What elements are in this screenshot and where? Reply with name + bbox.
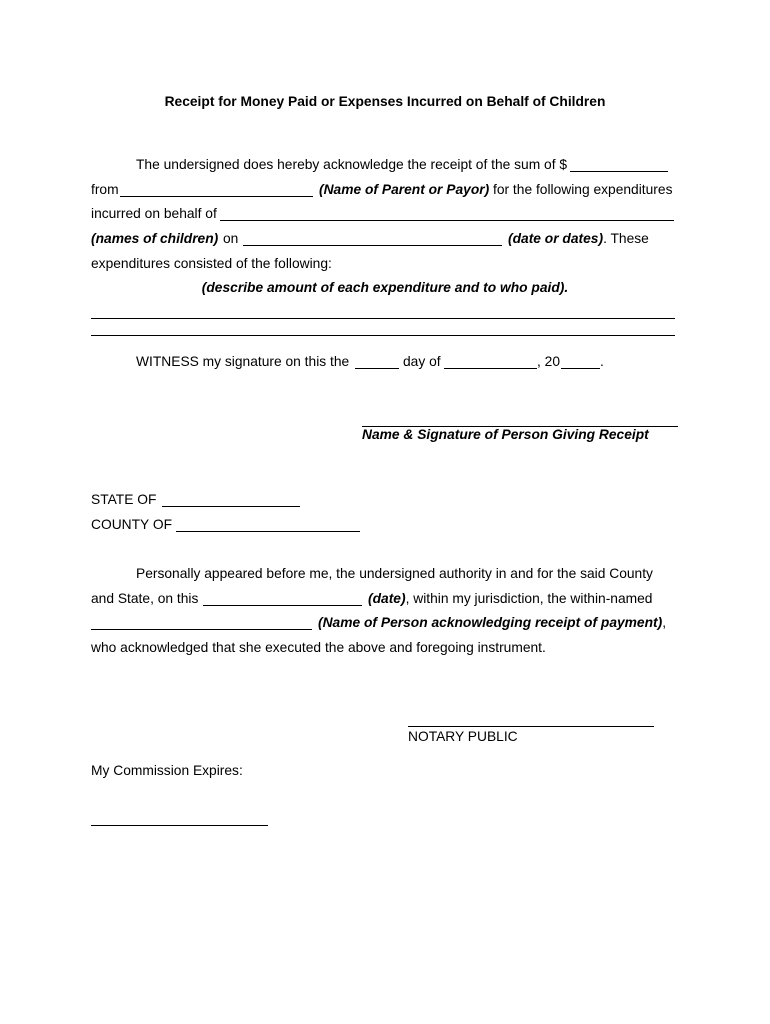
expenditures-text: for the following expenditures <box>493 182 673 197</box>
receipt-line-6 <box>0 280 770 296</box>
acknowledgment-line-4 <box>0 640 770 656</box>
dates-field[interactable] <box>243 231 502 246</box>
state-field[interactable] <box>162 492 300 507</box>
commission-expires-field[interactable] <box>91 825 268 826</box>
dates-group <box>508 231 649 247</box>
children-names-field[interactable] <box>220 206 674 221</box>
acknowledgment-line-2 <box>0 591 770 607</box>
children-names-hint: (names of children) <box>91 231 219 246</box>
commission-expires-label: My Commission Expires: <box>91 763 243 778</box>
state-row <box>0 492 770 508</box>
acknowledgment-line-3 <box>0 615 770 631</box>
commission-row <box>0 763 770 779</box>
acknowledging-person-group <box>318 615 666 631</box>
witness-year-field[interactable] <box>561 354 600 369</box>
document-title: Receipt for Money Paid or Expenses Incurred on Behalf of Children <box>164 94 606 109</box>
county-field[interactable] <box>176 517 360 532</box>
witness-day-field[interactable] <box>355 354 399 369</box>
state-on-text: and State, on this <box>91 591 199 606</box>
amount-field[interactable] <box>570 157 668 172</box>
from-text: from <box>91 182 119 197</box>
acknowledgment-line-1 <box>0 566 770 582</box>
these-text: . These <box>603 231 649 246</box>
notary-row <box>0 729 770 745</box>
witness-intro-text: WITNESS my signature on this the <box>136 354 350 369</box>
title-row <box>0 94 770 110</box>
on-text: on <box>223 231 239 246</box>
notary-signature-field[interactable] <box>408 726 654 727</box>
describe-hint: (describe amount of each expenditure and to who paid). <box>201 280 569 295</box>
acknowledging-person-field[interactable] <box>91 615 312 630</box>
year-prefix-text: , 20 <box>537 354 561 369</box>
receipt-line-2 <box>0 182 770 198</box>
state-label: STATE OF <box>91 492 157 507</box>
expenditure-line-2-field[interactable] <box>91 335 675 336</box>
acknowledgment-date-group <box>368 591 652 607</box>
county-row <box>0 517 770 533</box>
county-label: COUNTY OF <box>91 517 172 532</box>
acknowledgment-closing-text: who acknowledged that she executed the above and foregoing instrument. <box>91 640 546 655</box>
acknowledgment-intro-text: Personally appeared before me, the undersigned authority in and for the said County <box>136 566 653 581</box>
dates-hint: (date or dates) <box>508 231 604 246</box>
acknowledging-person-comma: , <box>662 615 667 630</box>
day-of-text: day of <box>403 354 441 369</box>
behalf-text: incurred on behalf of <box>91 206 217 221</box>
witness-month-field[interactable] <box>444 354 537 369</box>
giver-signature-label: Name & Signature of Person Giving Receipt <box>362 427 649 442</box>
consisted-text: expenditures consisted of the following: <box>91 256 332 271</box>
receipt-line-1 <box>0 157 770 173</box>
payor-name-field[interactable] <box>120 182 313 197</box>
expenditure-line-1-field[interactable] <box>91 318 675 319</box>
jurisdiction-text: , within my jurisdiction, the within-named <box>405 591 653 606</box>
receipt-intro-text: The undersigned does hereby acknowledge the receipt of the sum of $ <box>136 157 568 172</box>
receipt-line-5 <box>0 256 770 272</box>
receipt-line-4 <box>0 231 770 247</box>
acknowledgment-date-field[interactable] <box>203 591 362 606</box>
payor-name-hint: (Name of Parent or Payor) <box>319 182 490 197</box>
notary-public-label: NOTARY PUBLIC <box>408 729 518 744</box>
receipt-line-3 <box>0 206 770 222</box>
witness-line <box>0 354 770 370</box>
acknowledging-person-hint: (Name of Person acknowledging receipt of payment) <box>318 615 663 630</box>
giver-signature-row <box>0 427 770 443</box>
witness-end-period: . <box>600 354 604 369</box>
acknowledgment-date-hint: (date) <box>368 591 406 606</box>
